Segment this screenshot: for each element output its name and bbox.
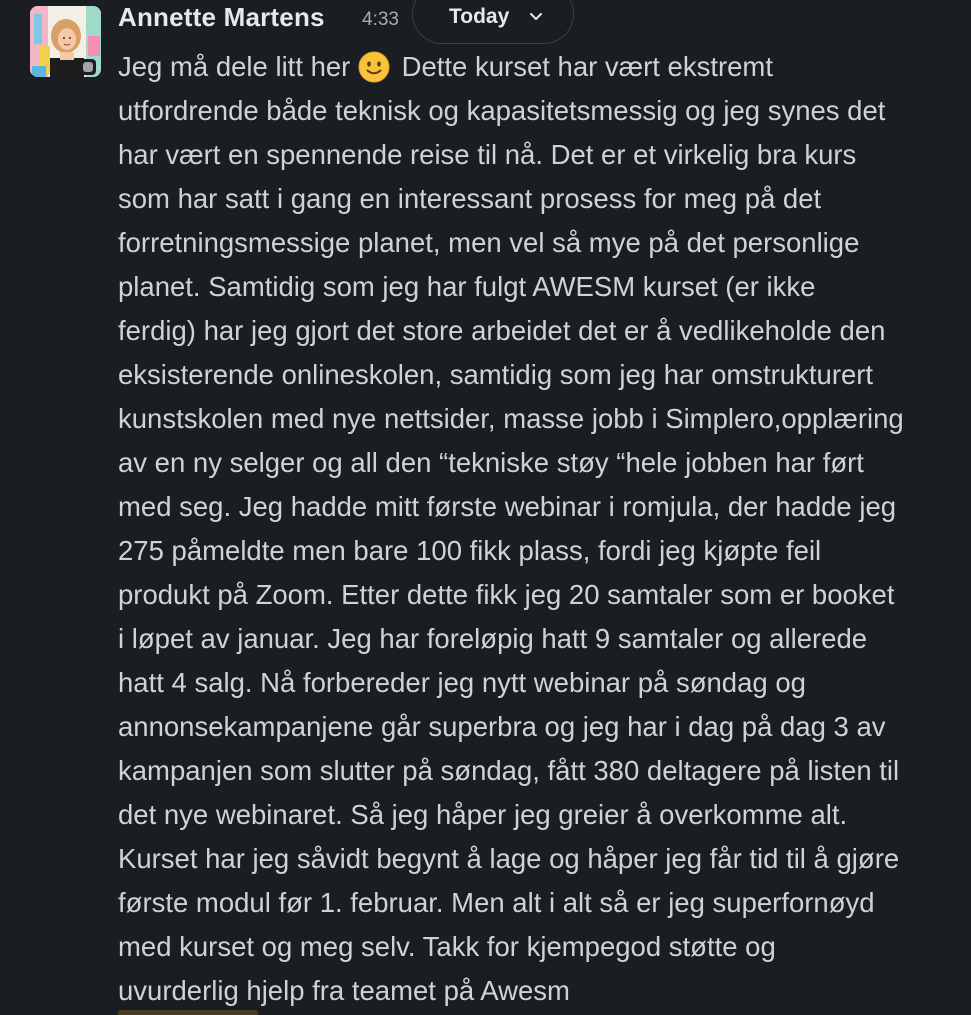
message-line: av en ny selger og all den “tekniske støy “hele jobben har ført: [118, 447, 864, 478]
message-line: kunstskolen med nye nettsider, masse jobb i Simplero,opplæring: [118, 403, 904, 434]
message-timestamp[interactable]: 4:33: [362, 9, 399, 30]
date-divider-button[interactable]: [412, 0, 574, 44]
message-line: første modul før 1. februar. Men alt i alt så er jeg superfornøyd: [118, 887, 875, 918]
message-line: [118, 45, 968, 89]
message-line: kampanjen som slutter på søndag, fått 380 deltagere på listen til: [118, 755, 900, 786]
chevron-down-icon: [530, 13, 542, 21]
away-status-icon: [83, 62, 93, 72]
message-line: uvurderlig hjelp fra teamet på Awesm: [118, 975, 570, 1006]
date-divider-label: Today: [449, 5, 510, 28]
message-line: det nye webinaret. Så jeg håper jeg greier å overkomme alt.: [118, 799, 848, 830]
slightly-smiling-face-icon[interactable]: [358, 51, 390, 83]
message-line: planet. Samtidig som jeg har fulgt AWESM kurset (er ikke: [118, 271, 816, 302]
message-line: med kurset og meg selv. Takk for kjempegod støtte og: [118, 931, 776, 962]
message-line: hatt 4 salg. Nå forbereder jeg nytt webinar på søndag og: [118, 667, 806, 698]
message-body: [118, 45, 968, 1013]
message-line-text: Jeg må dele litt her: [118, 51, 358, 82]
message-line: ferdig) har jeg gjort det store arbeidet det er å vedlikeholde den: [118, 315, 886, 346]
message-line: Kurset har jeg såvidt begynt å lage og håper jeg får tid til å gjøre: [118, 843, 900, 874]
message-line: forretningsmessige planet, men vel så mye på det personlige: [118, 227, 860, 258]
message-line: har vært en spennende reise til nå. Det er et virkelig bra kurs: [118, 139, 857, 170]
message-line: eksisterende onlineskolen, samtidig som jeg har omstrukturert: [118, 359, 874, 390]
presence-indicator: [80, 59, 96, 75]
message-line: produkt på Zoom. Etter dette fikk jeg 20 samtaler som er booket: [118, 579, 895, 610]
message-line: utfordrende både teknisk og kapasitetsmessig og jeg synes det: [118, 95, 886, 126]
message-line: 275 påmeldte men bare 100 fikk plass, fordi jeg kjøpte feil: [118, 535, 822, 566]
next-message-edge: [118, 1010, 258, 1015]
message-author[interactable]: Annette Martens: [118, 2, 325, 32]
message-line: annonsekampanjene går superbra og jeg har i dag på dag 3 av: [118, 711, 886, 742]
message-line: som har satt i gang en interessant prosess for meg på det: [118, 183, 822, 214]
message-line: med seg. Jeg hadde mitt første webinar i romjula, der hadde jeg: [118, 491, 897, 522]
message-line: i løpet av januar. Jeg har foreløpig hatt 9 samtaler og allerede: [118, 623, 868, 654]
message-line-text: Dette kurset har vært ekstremt: [393, 51, 773, 82]
